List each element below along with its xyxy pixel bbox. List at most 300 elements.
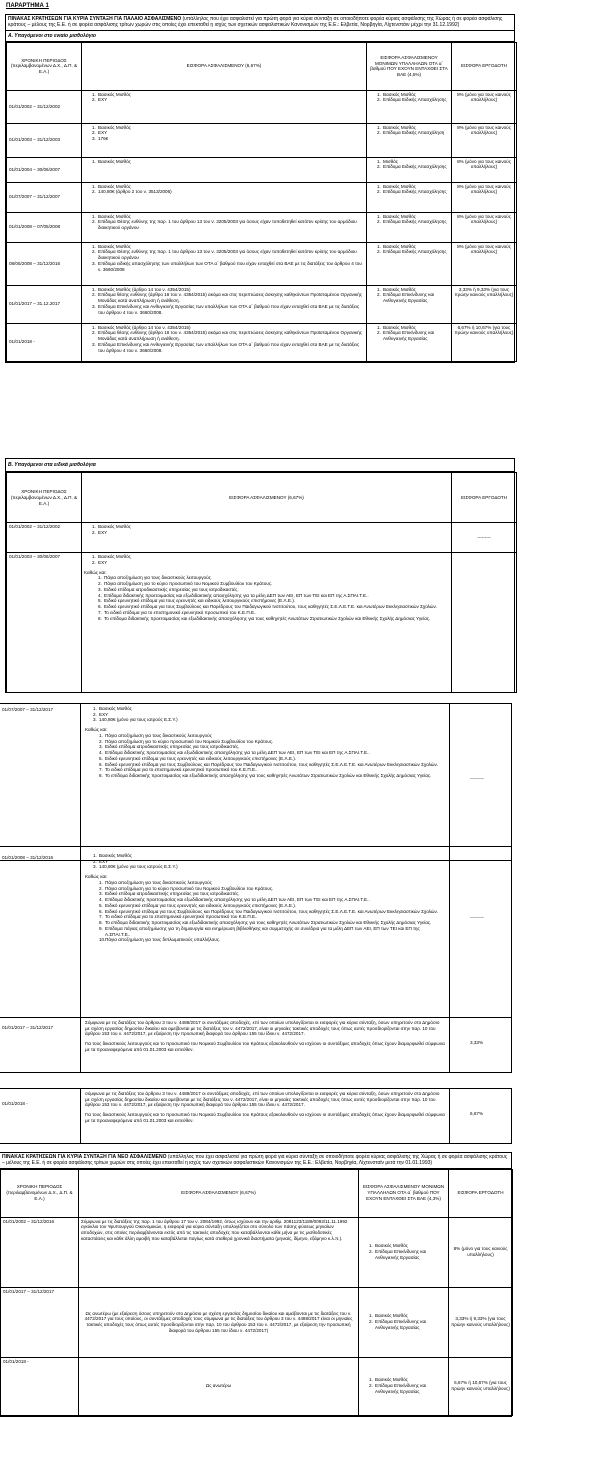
list-text: Βασικός Μισθός — [383, 243, 416, 249]
list-number: 3. — [92, 341, 96, 347]
table-row — [1, 1357, 513, 1415]
list-text: ΕΧΥ — [99, 858, 109, 864]
table-row-b4 — [0, 846, 512, 1018]
list-number: 2. — [93, 858, 97, 864]
list-text: Βασικός Μισθός (άρθρο 14 του ν. 4354/2015) — [98, 324, 191, 330]
kathos-label: Καθώς και: — [84, 569, 107, 575]
list-number: 6. — [99, 761, 103, 767]
employer-cell: --------- — [470, 776, 484, 781]
table-row — [7, 90, 517, 123]
rule-text-2: Για τους δικαστικούς λειτουργούς και το προσωπικό του Νομικού Συμβουλίου του Κράτους εξακολουθούν να ισχύουν οι συντάξιμες αποδοχές όπως έχουν διαμορφωθεί σύμφωνα με τα προαναφερόμενα από 01.01.2003 και εντεύθεν. — [85, 1041, 445, 1052]
item-list — [84, 287, 364, 316]
employer-cell: 3,33% — [470, 1040, 484, 1045]
table-row-b6 — [0, 1088, 512, 1144]
n-col-insured: ΕΙΣΦΟΡΑ ΑΣΦΑΛΙΣΜΕΝΟΥ (6,67%) — [79, 1169, 359, 1217]
list-number: 1. — [92, 158, 96, 164]
list-item — [377, 219, 449, 225]
list-number: 2. — [377, 189, 381, 195]
list-number: 2. — [369, 1249, 373, 1255]
list-item — [369, 1319, 446, 1330]
list-number: 1. — [92, 554, 96, 560]
period-cell: 01/07/2007 – 31/12/2017 — [2, 707, 54, 712]
section-b-title: Β. Υπαγόμενοι στα ειδικά μισθολόγια — [6, 459, 514, 472]
n-col-period: ΧΡΟΝΙΚΗ ΠΕΡΙΟΔΟΣ (περιλαμβανομένων Δ.Χ., Δ.Π. & Ε.Α.) — [1, 1169, 79, 1217]
list-text: Επίδομα Ειδικής Απασχόλησης — [383, 219, 447, 225]
list-text: Επίδομα Ειδικής Απασχόληση — [383, 130, 445, 136]
list-number: 2. — [99, 738, 103, 744]
section-b-block — [5, 458, 515, 693]
list-number: 1. — [377, 213, 381, 219]
list-text: Ειδικό ερευνητικό επίδομα για τους Συμβούλους και Παρέδρους του Παιδαγωγικού Ινστιτούτου, τους καθηγητές Σ.Ε.Λ.Ε.Τ.Ε. και Ανωτέρων Εκκλησιαστικών Σχολών. — [105, 761, 439, 767]
item-list — [361, 1313, 446, 1330]
bae-cell — [359, 1357, 449, 1415]
col-employer: ΕΙΣΦΟΡΑ ΕΡΓΟΔΟΤΗ — [452, 42, 517, 90]
list-number: 1. — [377, 124, 381, 130]
list-number: 1. — [92, 213, 96, 219]
items-cell — [82, 212, 367, 242]
table-row — [7, 212, 517, 242]
list-text: Επίδομα διδακτικής προετοιμασίας και εξωδιδακτικής απασχόλησης για τα μέλη ΔΕΠ των ΑΕΙ, ΕΠ των ΤΕΙ και ΕΠ της Α.ΣΠΑΙ.Τ.Ε.. — [104, 592, 369, 598]
period-cell: 01/01/2002 – 31/12/2002 — [7, 90, 82, 123]
list-number: 2. — [377, 249, 381, 255]
bae-cell — [367, 285, 452, 323]
list-number: 4. — [99, 897, 103, 903]
item-list — [369, 159, 449, 170]
b-col-employer: ΕΙΣΦΟΡΑ ΕΡΓΟΔΟΤΗ — [452, 473, 517, 523]
list-text: ΕΧΥ — [99, 711, 109, 717]
list-number: 2. — [98, 581, 102, 587]
list-number: 1. — [377, 91, 381, 97]
item-list — [369, 184, 449, 195]
list-number: 3. — [93, 717, 97, 723]
list-text: ΕΧΥ — [98, 529, 108, 535]
text-cell: Ως ανωτέρω — [79, 1357, 359, 1415]
old-insured-block — [5, 14, 515, 363]
item-list — [369, 325, 449, 342]
employer-cell: 8% (μόνο για τους καινούς υπαλλήλους) — [452, 157, 517, 182]
period-cell: 01/01/2018 - — [2, 1101, 28, 1106]
list-number: 3. — [99, 744, 103, 750]
list-number: 2. — [92, 529, 96, 535]
list-number: 2. — [377, 164, 381, 170]
list-item — [92, 136, 364, 142]
period-cell: 01/01/2017 – 31/12/2017 — [1, 1287, 79, 1357]
list-number: 2. — [92, 249, 96, 255]
list-text: Επίδομα Ειδικής Απασχόλησης — [383, 189, 447, 195]
new-insured-block — [0, 1152, 512, 1417]
list-number: 3. — [93, 864, 97, 870]
items-cell — [82, 242, 367, 285]
b-col-insured: ΕΙΣΦΟΡΑ ΑΣΦΑΛΙΣΜΕΝΟΥ (6,67%) — [82, 473, 452, 523]
new-title-bold: ΠΙΝΑΚΑΣ ΚΡΑΤΗΣΕΩΝ ΓΙΑ ΚΥΡΙΑ ΣΥΝΤΑΞΗ ΓΙΑ ΝΕΟ ΑΣΦΑΛΙΣΜΕΝΟ — [2, 1154, 167, 1160]
bae-cell — [367, 157, 452, 182]
table-row — [7, 157, 517, 182]
list-text: 176€ — [98, 136, 109, 142]
list-item — [377, 164, 449, 170]
list-number: 1. — [377, 324, 381, 330]
employer-cell: 6,67% ή 10,67% (για τους πρώην καινούς υπαλλήλους) — [449, 1357, 513, 1415]
list-number: 2. — [92, 97, 96, 103]
list-text: Ειδικό επίδομα ιατροδικαστικής υπηρεσίας για τους ιατροδικαστές. — [105, 891, 240, 897]
list-number: 1. — [92, 243, 96, 249]
list-text: Πάγια αποζημίωση για το κύριο προσωπικό του Νομικού Συμβουλίου του Κράτους. — [105, 885, 274, 891]
list-text: Επίδομα Ειδικής Απασχόλησης — [383, 97, 447, 103]
list-number: 3. — [92, 260, 96, 266]
list-number: 1. — [92, 524, 96, 530]
list-number: 1. — [92, 124, 96, 130]
list-number: 2. — [93, 711, 97, 717]
period-cell: 01/01/2002 – 31/12/2002 — [7, 523, 82, 553]
list-text: Βασικός Μισθός — [383, 286, 416, 292]
list-item — [369, 1249, 446, 1260]
allowance-list — [85, 880, 445, 943]
list-text: Ειδικό ερευνητικό επίδομα για τους ερευνητές και ειδικούς λειτουργικούς επιστήμονες (Ε.Λ.Ε.). — [104, 598, 296, 604]
bae-cell — [367, 323, 452, 361]
table-row-b3 — [0, 703, 512, 861]
list-text: Βασικός Μισθός — [98, 243, 131, 249]
period-cell: 01/01/2008 – 07/05/2008 — [7, 212, 82, 242]
item-list — [84, 244, 364, 273]
list-item — [369, 1383, 446, 1394]
list-text: Το ειδικό επίδομα για το επιστημονικό ερευνητικό προσωπικό του Κ.Ε.Π.Ε.. — [105, 767, 258, 773]
new-title-rest: (υπάλληλος που έχει ασφαλιστεί για πρώτη φορά για κύρια σύνταξη σε οποιοδήποτε φορέα κύριας ασφάλισης της Χώρας ή σε φορέα ασφάλισης κράτους – μέλους της Ε.Ε. ή σε φορέα ασφάλισης τρίτων χωρών στις οποίες έχει επεκταθεί η ισχύς των σχετικών ασφαλιστικών Κανονισμών της Ε.Ε.: Ελβετία, Νορβηγία, Λίχτενσταϊν μετά την 01.01.1993) — [2, 1154, 508, 1167]
period-cell: 01/01/2018 - — [1, 1357, 79, 1415]
list-text: Επίδομα Επικίνδυνης και Ανθυγιεινής Εργασίας — [383, 292, 435, 304]
list-number: 1. — [369, 1313, 373, 1319]
list-text: Ειδικό ερευνητικό επίδομα για τους Συμβούλους και Παρέδρους του Παιδαγωγικού Ινστιτούτου, τους καθηγητές Σ.Ε.Λ.Ε.Τ.Ε. και Ανωτέρων Εκκλησιαστικών Σχολών. — [105, 908, 439, 914]
list-number: 1. — [93, 706, 97, 711]
list-text: Επίδομα Ειδικής Απασχόλησης — [383, 164, 447, 170]
bae-cell — [367, 123, 452, 157]
list-number: 3. — [98, 586, 102, 592]
list-number: 5. — [99, 755, 103, 761]
table-row — [1, 1287, 513, 1357]
employer-cell: 6,67% ή 10,67% (για τους πρώην καινούς υπαλλήλους) — [452, 323, 517, 361]
list-item — [92, 189, 364, 195]
rule-text: σύμφωνα με τις διατάξεις του άρθρου 3 του ν. 4488/2017 οι συντάξιμες αποδοχές, επί των οποίων υπολογίζονται οι εισφορές για κύρια σύνταξη, όσων υπηρετούν στο Δημόσιο με σχέση εργασίας δημοσίου δικαίου και αμείβονται με τις διατάξεις του ν. 4472/2017, είναι οι μηνιαίες τακτικές αποδοχές τους όπως αυτές προσδιορίζονται στην παρ. 10 του άρθρου 153 του ν. 4472/2017, με εξαίρεση την προσωπική διαφορά του άρθρου 155 του ίδιου ν. 4472/2017. — [85, 1091, 440, 1108]
list-number: 2. — [369, 1383, 373, 1389]
list-item — [93, 717, 445, 723]
list-number: 8. — [99, 773, 103, 779]
employer-cell: 8% (μόνο για τους καινούς υπαλλήλους) — [452, 182, 517, 212]
list-number: 5. — [98, 598, 102, 604]
list-text: Βασικός Μισθός — [99, 706, 132, 711]
list-text: Βασικός Μισθός — [383, 183, 416, 189]
list-number: 1. — [93, 853, 97, 858]
list-text: Ειδικό επίδομα ιατροδικαστικής υπηρεσίας για τους ιατροδικαστές. — [104, 586, 239, 592]
list-text: 140,80€ (μόνο για τους ιατρούς Ε.Σ.Υ.) — [99, 864, 178, 870]
list-text: Ειδικό ερευνητικό επίδομα για τους ερευνητές και ειδικούς λειτουργικούς επιστήμονες (Ε.Λ.Ε.). — [105, 902, 297, 908]
list-text: Επίδομα Ειδικής Απασχόλησης — [383, 249, 447, 255]
period-cell: 01/01/2003 – 31/12/2003 — [7, 123, 82, 157]
list-item — [92, 292, 364, 303]
list-number: 2. — [92, 292, 96, 298]
period-cell: 01/01/2004 – 30/06/2007 — [7, 157, 82, 182]
list-item — [377, 330, 449, 341]
list-item — [92, 159, 364, 165]
allowance-list — [85, 733, 445, 779]
list-text: Επίδομα Θέσης ευθύνης της παρ. 1 του άρθρου 13 του ν. 3205/2003 για όσους είχαν τοποθετηθεί κατόπιν κρίσης του αρμόδιου διοικητικού οργάνου — [98, 219, 357, 231]
old-title-bold: ΠΙΝΑΚΑΣ ΚΡΑΤΗΣΕΩΝ ΓΙΑ ΚΥΡΙΑ ΣΥΝΤΑΞΗ ΓΙΑ ΠΑΛΑΙΟ ΑΣΦΑΛΙΣΜΕΝΟ — [8, 16, 182, 22]
list-number: 2. — [99, 885, 103, 891]
list-text: Βασικός Μισθός (άρθρο 14 του ν. 4354/2015) — [98, 286, 191, 292]
list-text: Πάγια αποζημίωση για τους δικαστικούς λειτουργούς — [105, 732, 212, 738]
section-a-table — [6, 42, 517, 362]
list-number: 2. — [377, 330, 381, 336]
list-item — [377, 97, 449, 103]
list-number: 2. — [377, 130, 381, 136]
list-text: ΕΧΥ — [98, 97, 108, 103]
employer-cell: 8% (μόνο για τους καινούς υπαλλήλους) — [449, 1217, 513, 1287]
list-text: Πάγια αποζημίωση για τους διπλωματικούς υπαλλήλους. — [105, 937, 221, 943]
list-text: Επίδομα Επικίνδυνης και Ανθυγιεινής Εργασίας — [375, 1383, 427, 1394]
item-list — [85, 706, 445, 723]
period-cell: 01/01/2018 - — [7, 323, 82, 361]
item-list — [84, 159, 364, 165]
table-row — [7, 242, 517, 285]
bae-cell — [359, 1287, 449, 1357]
list-item — [92, 342, 364, 353]
section-a-title: Α. Υπαγόμενοι στο ενιαίο μισθολόγιο — [6, 31, 514, 42]
list-number: 2. — [377, 219, 381, 225]
list-text: Βασικός Μισθός — [98, 554, 131, 560]
list-number: 1. — [92, 324, 96, 330]
list-text: Το επίδομα διδακτικής προετοιμασίας και εξωδιδακτικής απασχόλησης για τους καθηγητές Ανωτάτων Στρατιωτικών Σχολών και Εθνικής Σχολής Δημόσιας Υγείας. — [104, 615, 431, 621]
list-text: 140,80€ (άρθρο 2 του ν. 3513/2006) — [98, 189, 172, 195]
list-number: 1. — [92, 91, 96, 97]
bae-cell — [367, 182, 452, 212]
new-table-title — [0, 1153, 511, 1169]
period-cell: 01/01/2017 – 31.12.2017 — [7, 285, 82, 323]
list-number: 4. — [99, 750, 103, 756]
list-text: Βασικός Μισθός — [383, 324, 416, 330]
list-text: ΕΧΥ — [98, 559, 108, 565]
employer-cell: --------- — [452, 523, 517, 553]
list-number: 3. — [99, 891, 103, 897]
list-text: Πάγια αποζημίωση για το κύριο προσωπικό του Νομικού Συμβουλίου του Κράτους. — [104, 581, 273, 587]
table-row — [7, 553, 517, 693]
list-number: 1. — [377, 286, 381, 292]
period-cell: 01/07/2007 – 31/12/2007 — [7, 182, 82, 212]
kathos-label: Καθώς και: — [85, 874, 108, 880]
period-cell: 01/01/2017 – 31/12/2017 — [2, 1025, 54, 1030]
rule-text-2: Για τους δικαστικούς λειτουργούς και το προσωπικό του Νομικού Συμβουλίου του Κράτους εξακολουθούν να ισχύουν οι συντάξιμες αποδοχές όπως έχουν διαμορφωθεί σύμφωνα με τα προαναφερόμενα από 01.01.2003 και εντεύθεν. — [85, 1112, 445, 1123]
b-col-period: ΧΡΟΝΙΚΗ ΠΕΡΙΟΔΟΣ (περιλαμβανομένων Δ.Χ., Δ.Π. & Ε.Α.) — [7, 473, 82, 523]
list-text: Ειδικό ερευνητικό επίδομα για τους ερευνητές και ειδικούς λειτουργικούς επιστήμονες (Ε.Λ.Ε.). — [105, 755, 297, 761]
table-row-b5 — [0, 1017, 512, 1073]
list-item — [93, 864, 445, 870]
old-table-title — [6, 15, 514, 31]
item-list — [361, 1377, 446, 1394]
list-text: Επίδομα διδακτικής προετοιμασίας και εξωδιδακτικής απασχόλησης για τα μέλη ΔΕΠ των ΑΕΙ, ΕΠ των ΤΕΙ και ΕΠ της Α.ΣΠΑΙ.Τ.Ε.. — [105, 750, 370, 756]
bae-cell — [367, 212, 452, 242]
list-text: 140,80€ (μόνο για τους ιατρούς Ε.Σ.Υ.) — [99, 717, 178, 723]
item-list — [369, 287, 449, 304]
table-row — [7, 123, 517, 157]
list-number: 1. — [377, 158, 381, 164]
employer-cell: 3,33% ή 9,33% (για τους πρώην καινούς υπαλλήλους) — [452, 285, 517, 323]
employer-cell: 8% (μόνο για τους καινούς υπαλλήλους) — [452, 123, 517, 157]
table-row — [7, 182, 517, 212]
list-number: 7. — [98, 609, 102, 615]
table-row — [7, 323, 517, 361]
list-item — [92, 330, 364, 341]
list-text: Πάγια αποζημίωση για τους δικαστικούς λειτουργούς — [105, 879, 212, 885]
list-number: 8. — [98, 615, 102, 621]
items-cell — [82, 157, 367, 182]
list-text: Βασικός Μισθός — [99, 853, 132, 858]
list-text: Πάγια αποζημίωση για το κύριο προσωπικό του Νομικού Συμβουλίου του Κράτους. — [105, 738, 274, 744]
list-number: 1. — [369, 1243, 373, 1249]
list-number: 2. — [92, 559, 96, 565]
list-number: 2. — [92, 189, 96, 195]
list-number: 9. — [99, 925, 103, 931]
col-insured: ΕΙΣΦΟΡΑ ΑΣΦΑΛΙΣΜΕΝΟΥ (6,67%) — [82, 42, 367, 90]
bae-cell — [359, 1217, 449, 1287]
list-text: Επίδομα θέσης ευθύνης (άρθρο 16 του ν. 4354/2015) ακόμα και στις περιπτώσεις άσκησης καθηκόντων Προϊσταμένου Οργανικής Μονάδας κατά αναπλήρωση ή ανάθεση. — [98, 292, 363, 304]
list-number: 1. — [98, 575, 102, 581]
new-insured-table — [0, 1169, 513, 1416]
list-text: Βασικός Μισθός — [98, 183, 131, 189]
list-item — [92, 249, 364, 260]
list-text: Βασικός Μισθός — [375, 1313, 408, 1319]
list-number: 1. — [377, 183, 381, 189]
employer-cell: 8% (μόνο για τους καινούς υπαλλήλους) — [452, 90, 517, 123]
period-cell: 01/01/2002 – 31/12/2016 — [1, 1217, 79, 1287]
list-item — [99, 937, 445, 943]
item-list — [369, 92, 449, 103]
item-list — [84, 125, 364, 142]
table-row — [1, 1217, 513, 1287]
list-text: ΕΧΥ — [98, 130, 108, 136]
item-list — [84, 214, 364, 231]
list-text: Βασικός Μισθός — [98, 524, 131, 530]
list-text: Επίδομα Θέσης ευθύνης της παρ. 1 του άρθρου 13 του ν. 3205/2003 για όσους είχαν τοποθετηθεί κατόπιν κρίσης του αρμόδιου διοικητικού οργάνου — [98, 249, 357, 261]
list-number: 2. — [377, 97, 381, 103]
list-number: 2. — [377, 292, 381, 298]
list-text: Επίδομα Επικίνδυνης και Ανθυγιεινής Εργασίας — [375, 1249, 427, 1260]
list-text: Βασικός Μισθός — [98, 213, 131, 219]
list-text: Βασικός Μισθός — [98, 124, 131, 130]
bae-cell — [367, 90, 452, 123]
list-number: 2. — [92, 219, 96, 225]
period-cell: 01/01/2008 – 31/12/2016 — [2, 855, 54, 860]
list-number: 1. — [377, 243, 381, 249]
item-list — [84, 524, 449, 535]
list-number: 1. — [99, 732, 103, 738]
employer-cell: 6,67% — [470, 1111, 484, 1116]
list-text: Βασικός Μισθός — [383, 124, 416, 130]
list-text: Επίδομα Επικίνδυνης και Ανθυγιεινής Εργασίας — [375, 1319, 427, 1330]
list-number: 8. — [99, 920, 103, 926]
list-number: 2. — [92, 330, 96, 336]
period-cell: 08/05/2008 – 31/12/2016 — [7, 242, 82, 285]
item-list — [84, 554, 449, 565]
annex-title: ΠΑΡΑΡΤΗΜΑ 1 — [6, 3, 49, 9]
item-list — [369, 244, 449, 255]
list-text: Βασικός Μισθός — [383, 91, 416, 97]
list-item — [98, 616, 449, 622]
list-number: 7. — [99, 767, 103, 773]
col-bae: ΕΙΣΦΟΡΑ ΑΣΦΑΛΙΣΜΕΝΟΥ ΜΟΝΙΜΩΝ ΥΠΑΛΛΗΛΩΝ ΟΤΑ α΄ βαθμού ΠΟΥ ΕΧΟΥΝ ΕΝΤΑΧΘΕΙ ΣΤΑ ΒΑΕ (4,5%) — [367, 42, 452, 90]
allowance-list — [84, 575, 449, 621]
list-number: 4. — [98, 592, 102, 598]
table-row — [7, 285, 517, 323]
employer-cell: 3,33% ή 9,33% (για τους πρώην καινούς υπαλλήλους) — [449, 1287, 513, 1357]
rule-text: Σύμφωνα με τις διατάξεις του άρθρου 3 του ν. 4488/2017 οι συντάξιμες αποδοχές, επί των οποίων υπολογίζονται οι εισφορές για κύρια σύνταξη, όσων υπηρετούν στο Δημόσιο με σχέση εργασίας δημοσίου δικαίου και αμείβονται με τις διατάξεις του ν. 4472/2017, είναι οι μηνιαίες τακτικές αποδοχές τους όπως αυτές προσδιορίζονται στην παρ. 10 του άρθρου 153 του ν. 4472/2017, με εξαίρεση την προσωπική διαφορά του άρθρου 155 του ίδιου ν. 4472/2017. — [85, 1020, 440, 1037]
employer-cell: 8% (μόνο για τους καινούς υπαλλήλους) — [452, 242, 517, 285]
section-b-table — [6, 472, 517, 693]
list-number: 7. — [99, 914, 103, 920]
list-item — [377, 249, 449, 255]
list-text: Βασικός Μισθός — [375, 1243, 408, 1249]
list-number: 1. — [369, 1377, 373, 1383]
list-number: 2. — [92, 130, 96, 136]
text-cell: Ως ανωτέρω (με εξαίρεση όσους υπηρετούν στο Δημόσιο με σχέση εργασίας δημοσίου δικαίου και αμείβονται με τις διατάξεις του ν. 4472/2017 για τους οποίους, οι συντάξιμες αποδοχές τους σύμφωνα με τις διατάξεις του άρθρου 3 του ν. 4488/2017 είναι οι μηνιαίες τακτικές αποδοχές τους όπως αυτές προσδιορίζονται στην παρ. 10 του άρθρου 153 του ν. 4472/2017, με εξαίρεση την προσωπική διαφορά του άρθρου 155 του ίδιου ν. 4472/2017) — [79, 1287, 359, 1357]
list-text: Βασικός Μισθός — [98, 158, 131, 164]
kathos-label: Καθώς και: — [85, 727, 108, 733]
n-col-employer: ΕΙΣΦΟΡΑ ΕΡΓΟΔΟΤΗ — [449, 1169, 513, 1217]
list-item — [92, 304, 364, 315]
list-item — [377, 292, 449, 303]
list-text: Επίδομα θέσης ευθύνης (άρθρο 16 του ν. 4354/2015) ακόμα και στις περιπτώσεις άσκησης καθηκόντων Προϊσταμένου Οργανικής Μονάδας κατά αναπλήρωση ή ανάθεση. — [98, 330, 363, 342]
list-number: 2. — [369, 1319, 373, 1325]
list-item — [99, 926, 445, 937]
list-number: 3. — [92, 136, 96, 142]
list-number: 1. — [99, 879, 103, 885]
employer-cell: 8% (μόνο για τους καινούς υπαλλήλους) — [452, 212, 517, 242]
items-cell — [82, 123, 367, 157]
list-number: 1. — [92, 183, 96, 189]
list-number: 6. — [99, 908, 103, 914]
col-period: ΧΡΟΝΙΚΗ ΠΕΡΙΟΔΟΣ (περιλαμβανομένων Δ.Χ., Δ.Π. & Ε.Α.) — [7, 42, 82, 90]
list-number: 5. — [99, 902, 103, 908]
list-item — [92, 219, 364, 230]
list-text: Βασικός Μισθός — [98, 91, 131, 97]
list-text: Βασικός Μισθός — [375, 1377, 408, 1383]
items-cell — [82, 182, 367, 212]
list-text: Επίδομα διδακτικής προετοιμασίας και εξωδιδακτικής απασχόλησης για τα μέλη ΔΕΠ των ΑΕΙ, ΕΠ των ΤΕΙ και ΕΠ της Α.ΣΠΑΙ.Τ.Ε.. — [105, 897, 370, 903]
item-list — [361, 1243, 446, 1260]
list-item — [99, 773, 445, 779]
old-title-rest: (υπάλληλος που έχει ασφαλιστεί για πρώτη φορά για κύρια σύνταξη σε οποιοδήποτε φορέα κύριας ασφάλισης της Χώρας ή σε φορέα ασφάλισης κράτους – μέλους της Ε.Ε. ή σε φορέα ασφάλισης τρίτων χωρών στις οποίες έχει επεκταθεί η ισχύς των σχετικών ασφαλιστικών Κανονισμών της Ε.Ε.: Ελβετία, Νορβηγία, Λίχτενστάιν μέχρι την 31.12.1992) — [8, 16, 503, 29]
item-list — [85, 853, 445, 870]
item-list — [369, 125, 449, 136]
list-item — [92, 97, 364, 103]
employer-cell: --------- — [470, 915, 484, 920]
bae-cell — [367, 242, 452, 285]
list-item — [92, 560, 449, 566]
list-text: Ειδικό επίδομα ιατροδικαστικής υπηρεσίας για τους ιατροδικαστές. — [105, 744, 240, 750]
items-cell — [82, 90, 367, 123]
list-number: 3. — [92, 303, 96, 309]
list-text: Επίδομα ειδικής απασχόλησης των υπαλλήλων των ΟΤΑ α΄ βαθμού που είχαν ενταχθεί στα ΒΑΕ με τις διατάξεις του άρθρου 4 του ν. 3660/2008 — [98, 260, 362, 272]
list-item — [92, 530, 449, 536]
list-number: 10. — [99, 937, 106, 943]
list-text: Το επίδομα διδακτικής προετοιμασίας και εξωδιδακτικής απασχόλησης για τους καθηγητές Ανωτάτων Στρατιωτικών Σχολών και Εθνικής Σχολής Δημόσιας Υγείας. — [105, 773, 432, 779]
text-cell: Σύμφωνα με τις διατάξεις της παρ. 1 του άρθρου 17 του ν. 2084/1992, όπως ισχύουν και την αριθμ. 2081123/1189/0092/11.11.1992 εγκύκλιο του Υφυπουργού Οικονομικών, η εισφορά για κύρια σύνταξη υπολογίζεται στο σύνολο των πάσης φύσεως μηνιαίων αποδοχών, στις οποίες περιλαμβάνονται εκτός από τις τακτικές αποδοχές που καταβάλλονται κάθε μήνα με τις μισθοδοτικές καταστάσεις και κάθε άλλη αμοιβή που καταβάλλεται παγίως κατά σταθερά χρονικά διαστήματα (μηνιαίς, δίμηνο, εξάμηνο κ.λ.π.). — [79, 1217, 359, 1287]
period-cell: 01/01/2003 – 30/06/2007 — [7, 553, 82, 693]
list-item — [377, 130, 449, 136]
item-list — [84, 92, 364, 103]
list-item — [92, 261, 364, 272]
list-number: 1. — [92, 286, 96, 292]
list-text: Επίδομα Επικίνδυνης και Ανθυγιεινής Εργασίας — [383, 330, 435, 342]
item-list — [84, 325, 364, 354]
items-cell — [82, 285, 367, 323]
table-row — [7, 523, 517, 553]
list-text: Το ειδικό επίδομα για το επιστημονικό ερευνητικό προσωπικό του Κ.Ε.Π.Ε.. — [105, 914, 258, 920]
